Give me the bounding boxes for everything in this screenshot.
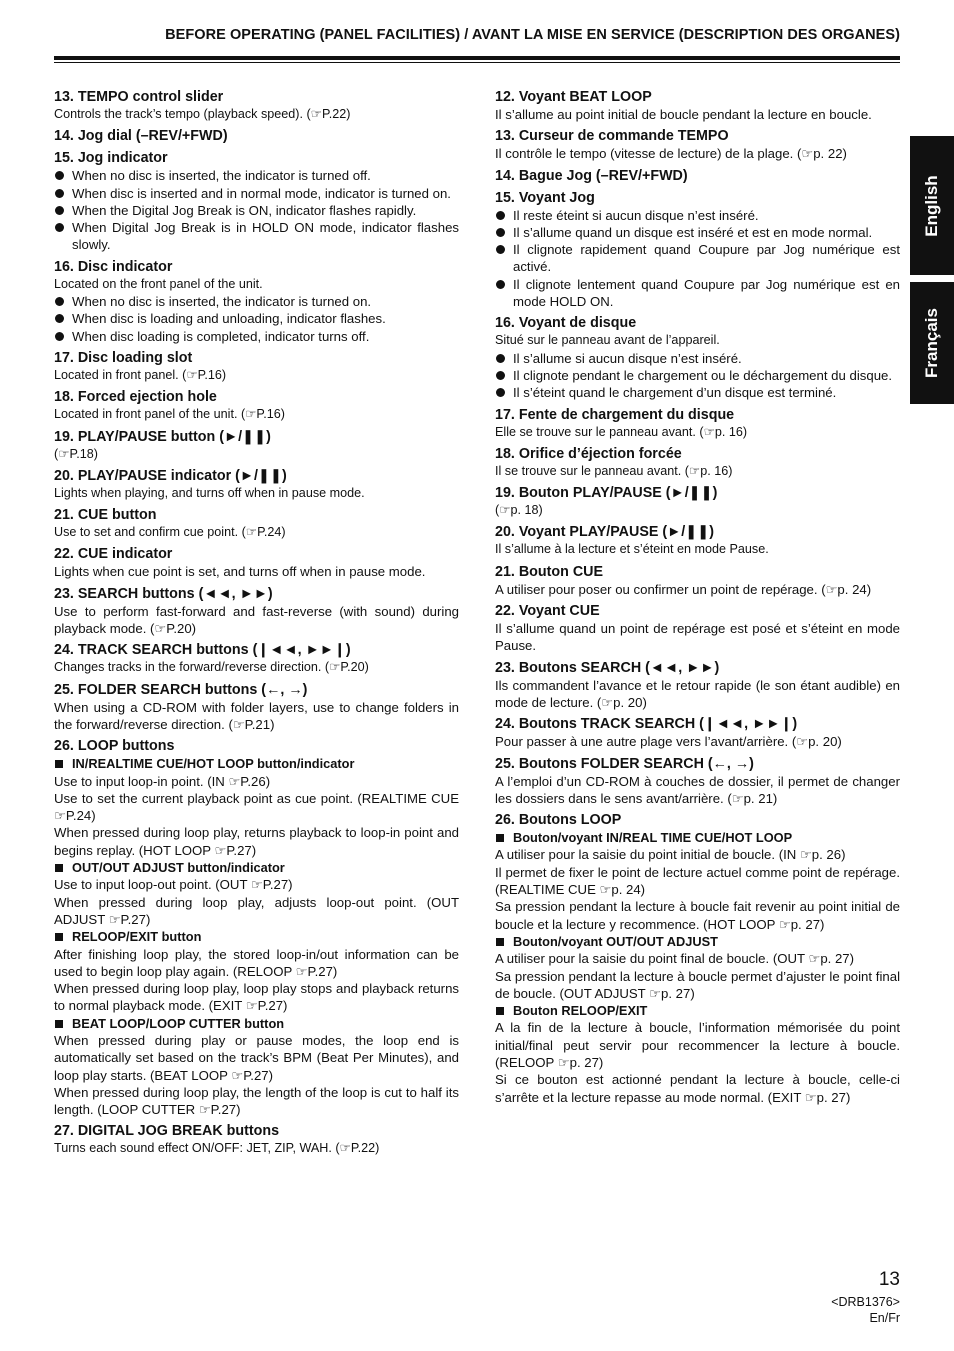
item-heading: 17. Disc loading slot (54, 349, 193, 366)
item-heading: 14. Bague Jog (–REV/+FWD) (495, 167, 688, 184)
item-heading: 26. LOOP buttons (54, 738, 175, 755)
sub-heading: OUT/OUT ADJUST button/indicator (54, 859, 459, 876)
item-heading: 20. PLAY/PAUSE indicator (►/❚❚) (54, 467, 287, 484)
item-description: Located on the front panel of the unit. (54, 276, 263, 291)
feature-item (495, 314, 900, 401)
item-description: Lights when cue point is set, and turns off when in pause mode. (54, 564, 426, 580)
header-rule-thin (54, 62, 900, 63)
tab-francais[interactable] (910, 282, 954, 404)
feature-item (495, 563, 900, 598)
sub-description: Si ce bouton est actionné pendant la lecture à boucle, celle-ci s’arrête et la lecture repasse au mode normal. (EXIT ☞p. 27) (495, 1072, 900, 1105)
sub-heading: Bouton RELOOP/EXIT (495, 1002, 900, 1019)
bullet-item: Il clignote lentement quand Coupure par Jog numérique est en mode HOLD ON. (495, 276, 900, 311)
item-heading: 21. Bouton CUE (495, 563, 604, 580)
item-description: Ils commandent l’avance et le retour rapide (le son étant audible) en mode de lecture. (☞p. 20) (495, 677, 900, 710)
item-description: Use to perform fast-forward and fast-reverse (with sound) during playback mode. (☞P.20) (54, 603, 459, 637)
item-heading: 21. CUE button (54, 507, 157, 524)
item-description: A l’emploi d’un CD-ROM à couches de dossier, il permet de changer les dossiers dans le sens avant/arrière. (☞p. 21) (495, 773, 900, 806)
bullet-item: When no disc is inserted, the indicator is turned on. (54, 293, 459, 310)
sub-description: When pressed during play or pause modes, the loop end is automatically set based on the track’s BPM (Beat Per Minutes), and loop play starts. (BEAT LOOP ☞P.27) (54, 1032, 459, 1083)
document-code (760, 1294, 900, 1326)
feature-item (495, 755, 900, 808)
document-code-lang: En/Fr (869, 1311, 900, 1325)
feature-item (54, 641, 459, 676)
bullet-item: When disc is inserted and in normal mode, indicator is turned on. (54, 185, 459, 202)
item-description: (☞p. 18) (495, 503, 543, 518)
feature-item (54, 428, 459, 463)
item-description: When using a CD-ROM with folder layers, use to change folders in the forward/reverse direction. (☞P.21) (54, 699, 459, 732)
item-heading: 19. PLAY/PAUSE button (►/❚❚) (54, 428, 271, 445)
feature-item (495, 445, 900, 480)
bullet-item: When disc loading is completed, indicator turns off. (54, 328, 459, 345)
page-header: BEFORE OPERATING (PANEL FACILITIES) / AVANT LA MISE EN SERVICE (DESCRIPTION DES ORGANES) (165, 27, 900, 43)
item-heading: 23. Boutons SEARCH (◄◄, ►►) (495, 659, 720, 676)
page-number: 13 (878, 1269, 900, 1290)
item-description: Use to set and confirm cue point. (☞P.24) (54, 525, 286, 540)
item-description: Il se trouve sur le panneau avant. (☞p. 16) (495, 463, 733, 478)
item-description: A utiliser pour poser ou confirmer un point de repérage. (☞p. 24) (495, 581, 872, 597)
bullet-list (495, 350, 900, 402)
item-heading: 17. Fente de chargement du disque (495, 406, 735, 423)
item-description: Located in front panel of the unit. (☞P.16) (54, 407, 285, 422)
feature-item (495, 189, 900, 311)
item-heading: 23. SEARCH buttons (◄◄, ►►) (54, 585, 273, 602)
item-description: Situé sur le panneau avant de l’appareil. (495, 333, 720, 348)
feature-item (54, 681, 459, 734)
item-heading: 14. Jog dial (–REV/+FWD) (54, 128, 228, 145)
bullet-item: Il reste éteint si aucun disque n’est inséré. (495, 207, 900, 224)
sub-description: Use to set the current playback point as cue point. (REALTIME CUE ☞P.24) (54, 790, 459, 824)
item-heading: 13. TEMPO control slider (54, 89, 224, 105)
sub-heading: RELOOP/EXIT button (54, 928, 459, 945)
sub-description: When pressed during loop play, returns playback to loop-in point and begins replay. (HOT LOOP ☞P.27) (54, 825, 459, 858)
item-description: Turns each sound effect ON/OFF: JET, ZIP, WAH. (☞P.22) (54, 1141, 380, 1156)
item-description: Controls the track’s tempo (playback speed). (☞P.22) (54, 107, 351, 121)
item-heading: 18. Forced ejection hole (54, 389, 217, 406)
sub-description: Use to input loop-out point. (OUT ☞P.27) (54, 877, 293, 893)
bullet-item: Il s’allume quand un disque est inséré et est en mode normal. (495, 224, 900, 241)
feature-item (54, 506, 459, 541)
feature-item (54, 127, 459, 145)
item-description: (☞P.18) (54, 446, 98, 461)
sub-description: After finishing loop play, the stored loop-in/out information can be used to begin loop play again. (RELOOP ☞P.27) (54, 946, 459, 979)
feature-item (495, 602, 900, 655)
item-heading: 19. Bouton PLAY/PAUSE (►/❚❚) (495, 485, 718, 502)
feature-item (495, 523, 900, 558)
header-rule-thick (54, 56, 900, 60)
item-heading: 12. Voyant BEAT LOOP (495, 89, 652, 105)
feature-item (54, 258, 459, 345)
sub-description: Sa pression pendant la lecture à boucle permet d’ajuster le point final de boucle. (OUT ADJUST ☞p. 27) (495, 968, 900, 1001)
tab-english-label: English (922, 174, 941, 237)
item-heading: 18. Orifice d’éjection forcée (495, 445, 682, 462)
document-code-id: <DRB1376> (831, 1295, 900, 1309)
item-description: Il s’allume quand un point de repérage est posé et s’éteint en mode Pause. (495, 621, 900, 654)
tab-francais-label: Français (922, 308, 941, 378)
feature-item (54, 1122, 459, 1157)
item-description: Located in front panel. (☞P.16) (54, 367, 227, 382)
item-description: Il s’allume à la lecture et s’éteint en mode Pause. (495, 542, 769, 557)
sub-description: A utiliser pour la saisie du point initial de boucle. (IN ☞p. 26) (495, 847, 846, 863)
bullet-item: Il clignote rapidement quand Coupure par Jog numérique est activé. (495, 241, 900, 276)
item-heading: 16. Voyant de disque (495, 315, 637, 332)
item-description: Elle se trouve sur le panneau avant. (☞p. 16) (495, 424, 748, 439)
item-description: Il contrôle le tempo (vitesse de lecture) de la plage. (☞p. 22) (495, 146, 847, 162)
item-heading: 22. Voyant CUE (495, 603, 600, 620)
item-heading: 26. Boutons LOOP (495, 812, 622, 829)
bullet-item: Il s’éteint quand le chargement d’un disque est terminé. (495, 384, 900, 401)
sub-description: A la fin de la lecture à boucle, l’information mémorisée du point initial/final peut servir pour recommencer la lecture à boucle. (RELOOP ☞p. 27) (495, 1020, 900, 1070)
feature-item (495, 484, 900, 519)
sub-description: Use to input loop-in point. (IN ☞P.26) (54, 773, 271, 789)
item-heading: 22. CUE indicator (54, 546, 173, 563)
feature-item (54, 149, 459, 253)
item-heading: 25. FOLDER SEARCH buttons (←, →) (54, 681, 308, 698)
sub-description: Sa pression pendant la lecture à boucle fait revenir au point initial de boucle et la lecture y recommence. (HOT LOOP ☞p. 27) (495, 899, 900, 932)
item-heading: 16. Disc indicator (54, 258, 173, 275)
feature-item (495, 167, 900, 185)
sub-description: A utiliser pour la saisie du point final de boucle. (OUT ☞p. 27) (495, 951, 855, 967)
sub-description: When pressed during loop play, the length of the loop is cut to half its length. (LOOP CUTTER ☞P.27) (54, 1084, 459, 1118)
item-description: Lights when playing, and turns off when in pause mode. (54, 485, 365, 500)
bullet-item: When disc is loading and unloading, indicator flashes. (54, 310, 459, 327)
item-heading: 15. Jog indicator (54, 150, 168, 167)
item-heading: 27. DIGITAL JOG BREAK buttons (54, 1123, 280, 1140)
feature-item (54, 388, 459, 423)
item-heading: 15. Voyant Jog (495, 189, 595, 206)
sub-description: When pressed during loop play, loop play stops and playback returns to normal playback mode. (EXIT ☞P.27) (54, 981, 459, 1014)
sub-description: Il permet de fixer le point de lecture actuel comme point de repérage. (REALTIME CUE ☞p. 24) (495, 864, 900, 898)
bullet-item: When no disc is inserted, the indicator is turned off. (54, 167, 459, 184)
item-description: Changes tracks in the forward/reverse direction. (☞P.20) (54, 660, 369, 675)
bullet-item: Il clignote pendant le chargement ou le déchargement du disque. (495, 367, 900, 384)
tab-english[interactable] (910, 136, 954, 275)
sub-description: When pressed during loop play, adjusts loop-out point. (OUT ADJUST ☞P.27) (54, 894, 459, 927)
left-column-english (54, 88, 459, 1162)
feature-item (495, 659, 900, 712)
feature-item (54, 585, 459, 638)
feature-item (495, 811, 900, 1106)
item-description: Il s’allume au point initial de boucle pendant la lecture en boucle. (495, 107, 872, 122)
bullet-item: When the Digital Jog Break is ON, indicator flashes rapidly. (54, 202, 459, 219)
bullet-list (54, 167, 459, 253)
item-heading: 25. Boutons FOLDER SEARCH (←, →) (495, 755, 754, 772)
right-column-french (495, 88, 900, 1110)
item-heading: 13. Curseur de commande TEMPO (495, 128, 729, 145)
feature-item (54, 545, 459, 580)
feature-item (54, 349, 459, 384)
bullet-item: When Digital Jog Break is in HOLD ON mode, indicator flashes slowly. (54, 219, 459, 254)
feature-item (495, 127, 900, 162)
feature-item (495, 406, 900, 441)
item-description: Pour passer à une autre plage vers l’avant/arrière. (☞p. 20) (495, 734, 842, 750)
feature-item (54, 467, 459, 502)
item-heading: 20. Voyant PLAY/PAUSE (►/❚❚) (495, 524, 714, 541)
feature-item (495, 88, 900, 123)
bullet-list (54, 293, 459, 345)
item-heading: 24. Boutons TRACK SEARCH (❙◄◄, ►►❙) (495, 716, 798, 733)
bullet-item: Il s’allume si aucun disque n’est inséré. (495, 350, 900, 367)
sub-heading: Bouton/voyant OUT/OUT ADJUST (495, 933, 900, 950)
item-heading: 24. TRACK SEARCH buttons (❙◄◄, ►►❙) (54, 642, 351, 659)
feature-item (54, 737, 459, 1118)
feature-item (54, 88, 459, 123)
sub-heading: BEAT LOOP/LOOP CUTTER button (54, 1015, 459, 1032)
feature-item (495, 715, 900, 750)
sub-heading: Bouton/voyant IN/REAL TIME CUE/HOT LOOP (495, 829, 900, 846)
bullet-list (495, 207, 900, 311)
sub-heading: IN/REALTIME CUE/HOT LOOP button/indicator (54, 755, 459, 772)
